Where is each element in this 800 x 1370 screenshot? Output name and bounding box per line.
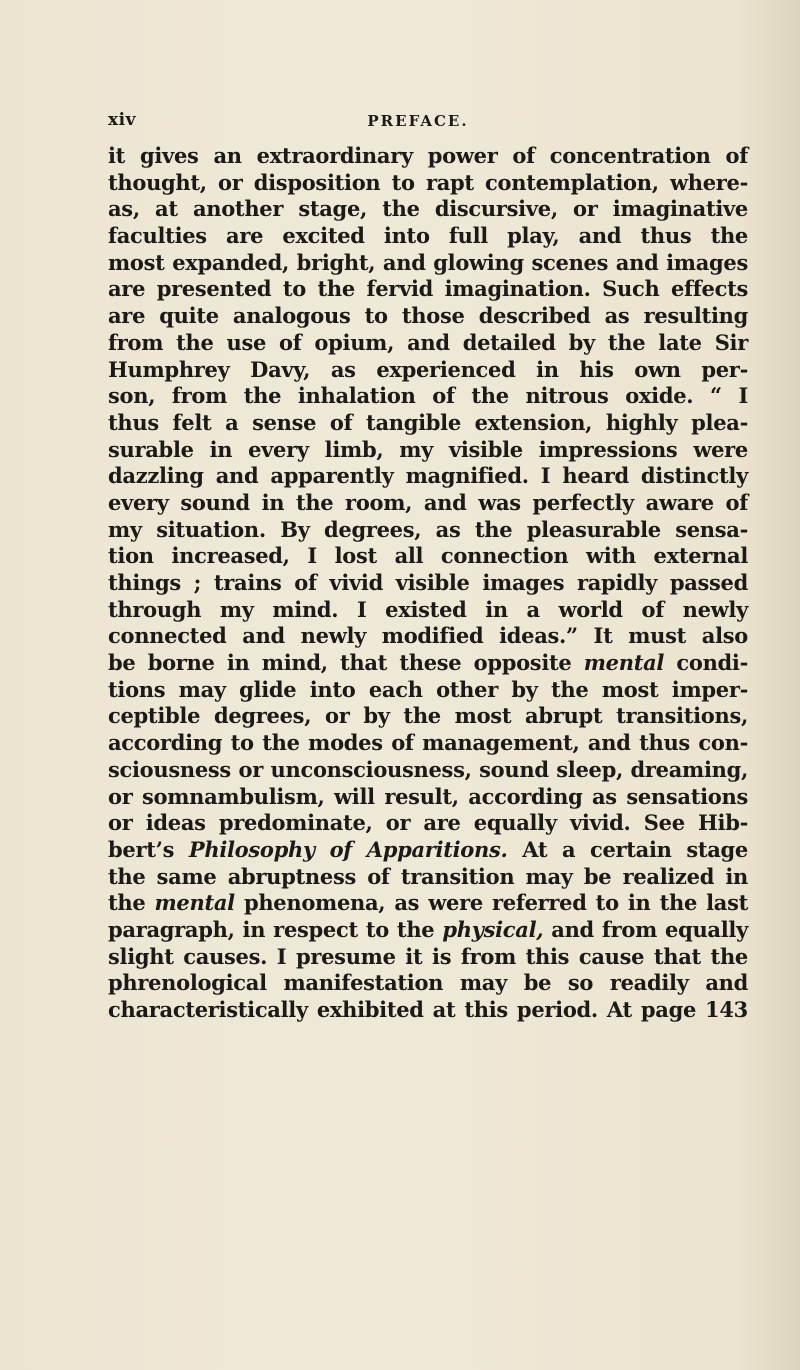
text-line: tion increased, I lost all connection with external: [108, 543, 748, 569]
page-number: xiv: [108, 110, 136, 130]
text-line: be borne in mind, that these opposite mental condi-: [108, 650, 749, 676]
text-line: Humphrey Davy, as experienced in his own per-: [108, 356, 748, 382]
text-line: bert’s Philosophy of Apparitions. At a certain stage: [108, 836, 748, 862]
text-line: the same abruptness of transition may be realized in: [108, 863, 748, 889]
running-head: PREFACE.: [367, 112, 469, 130]
text-line: dazzling and apparently magnified. I heard distinctly: [108, 463, 748, 489]
text-line: it gives an extraordinary power of concentration of: [108, 143, 748, 168]
page-header: [108, 110, 728, 134]
body-paragraph: [108, 143, 748, 1024]
text-line: connected and newly modified ideas.” It must also: [108, 623, 748, 649]
text-line: faculties are excited into full play, and thus the: [108, 223, 748, 249]
text-line: tions may glide into each other by the most imper-: [108, 676, 748, 702]
text-line: my situation. By degrees, as the pleasurable sensa-: [108, 516, 748, 542]
text-line: are presented to the fervid imagination. Such effects: [108, 276, 748, 302]
text-line: through my mind. I existed in a world of newly: [108, 596, 748, 622]
text-line: sciousness or unconsciousness, sound sleep, dreaming,: [108, 756, 748, 782]
text-line: every sound in the room, and was perfectly aware of: [108, 489, 748, 515]
text-line: or somnambulism, will result, according as sensations: [108, 783, 748, 809]
italic-word: mental: [583, 650, 665, 676]
text-line: thought, or disposition to rapt contemplation, where-: [108, 169, 748, 195]
text-line: as, at another stage, the discursive, or imaginative: [108, 196, 748, 222]
text-line: from the use of opium, and detailed by the late Sir: [108, 329, 748, 355]
text-line: phrenological manifestation may be so readily and: [108, 970, 748, 996]
italic-word: mental: [154, 890, 235, 916]
text-line: are quite analogous to those described as resulting: [108, 303, 748, 329]
text-line: slight causes. I presume it is from this cause that the: [108, 943, 748, 969]
text-line: surable in every limb, my visible impressions were: [108, 436, 748, 462]
italic-title: Philosophy of Apparitions.: [188, 836, 508, 862]
italic-word: physical,: [442, 916, 544, 942]
text-line: most expanded, bright, and glowing scenes and images: [108, 249, 748, 275]
text-line: paragraph, in respect to the physical, and from equally: [108, 916, 748, 942]
text-line: the mental phenomena, as were referred to in the last: [108, 890, 748, 916]
text-line: thus felt a sense of tangible extension, highly plea-: [108, 409, 748, 435]
text-line: characteristically exhibited at this period. At page 143: [108, 997, 748, 1022]
text-line: or ideas predominate, or are equally vivid. See Hib-: [108, 810, 748, 836]
text-line: ceptible degrees, or by the most abrupt transitions,: [108, 703, 748, 729]
text-line: according to the modes of management, and thus con-: [108, 730, 748, 756]
text-line: things ; trains of vivid visible images rapidly passed: [108, 570, 748, 595]
text-line: son, from the inhalation of the nitrous oxide. “ I: [108, 383, 748, 409]
